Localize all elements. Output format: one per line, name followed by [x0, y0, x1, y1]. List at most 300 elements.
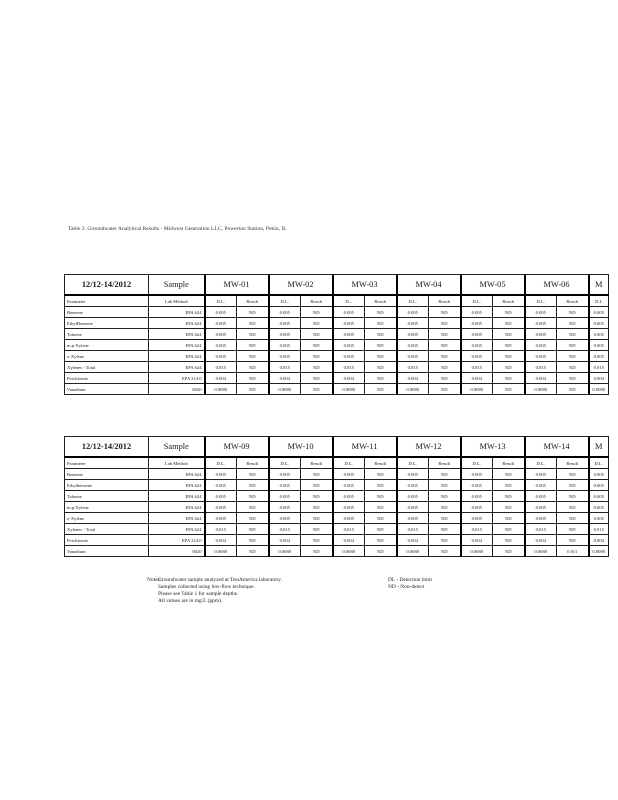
result-header: Result	[237, 295, 269, 307]
result-cell: ND	[237, 351, 269, 362]
result-cell: ND	[301, 384, 333, 395]
table-row	[65, 318, 609, 329]
detection-limit-cell: 0.005	[333, 491, 365, 502]
result-cell: ND	[237, 513, 269, 524]
detection-limit-cell: 0.005	[397, 480, 429, 491]
well-header: MW-12	[397, 437, 461, 458]
detection-limit-cell: 0.005	[525, 351, 557, 362]
result-cell: ND	[237, 373, 269, 384]
detection-limit-cell: 0.005	[333, 318, 365, 329]
result-cell: ND	[429, 307, 461, 318]
result-cell: ND	[557, 480, 589, 491]
parameter-cell: Xylenes - Total	[65, 362, 149, 373]
result-cell: ND	[237, 535, 269, 546]
detection-limit-cell: 0.0080	[269, 546, 301, 557]
detection-limit-cell: 0.005	[269, 480, 301, 491]
method-cell: EPA 624	[149, 362, 205, 373]
method-cell: EPA 624	[149, 351, 205, 362]
notes-label: Notes:	[147, 577, 162, 583]
detection-limit-cell: 0.0080	[461, 384, 493, 395]
result-cell: ND	[237, 362, 269, 373]
result-cell: ND	[365, 307, 397, 318]
well-header: MW-10	[269, 437, 333, 458]
method-cell: EPA 624	[149, 340, 205, 351]
table-row	[65, 546, 609, 557]
result-cell: ND	[429, 502, 461, 513]
result-cell: ND	[493, 546, 525, 557]
result-cell: ND	[237, 307, 269, 318]
detection-limit-cell: 0.0080	[589, 384, 609, 395]
detection-limit-cell: 0.005	[461, 469, 493, 480]
parameter-cell: Toluene	[65, 491, 149, 502]
table-row	[65, 535, 609, 546]
method-cell: EPA 624	[149, 469, 205, 480]
result-cell: ND	[557, 351, 589, 362]
well-header: M	[589, 275, 609, 296]
result-cell: ND	[237, 546, 269, 557]
method-cell: EPA 624	[149, 318, 205, 329]
dl-header: D.L.	[461, 295, 493, 307]
detection-limit-cell: 0.005	[589, 329, 609, 340]
results-table-2	[64, 436, 609, 557]
detection-limit-cell: 0.005	[525, 469, 557, 480]
parameter-cell: Perchlorate	[65, 535, 149, 546]
result-cell: ND	[365, 546, 397, 557]
result-cell: ND	[365, 480, 397, 491]
dl-header: D.L.	[205, 457, 237, 469]
detection-limit-cell: 0.005	[333, 480, 365, 491]
detection-limit-cell: 0.005	[205, 318, 237, 329]
dl-header: D.L.	[269, 457, 301, 469]
result-cell: ND	[557, 469, 589, 480]
result-cell: ND	[493, 502, 525, 513]
dl-header: D.L.	[205, 295, 237, 307]
result-cell: ND	[301, 351, 333, 362]
result-cell: ND	[365, 351, 397, 362]
method-cell: EPA 624	[149, 502, 205, 513]
method-cell: EPA 624	[149, 491, 205, 502]
detection-limit-cell: 0.005	[461, 307, 493, 318]
detection-limit-cell: 0.005	[333, 340, 365, 351]
well-header: MW-11	[333, 437, 397, 458]
detection-limit-cell: 0.005	[397, 469, 429, 480]
dl-header: D...	[333, 295, 365, 307]
detection-limit-cell: 0.005	[461, 318, 493, 329]
dl-header: D.L.	[461, 457, 493, 469]
result-cell: ND	[429, 513, 461, 524]
detection-limit-cell: 0.005	[461, 513, 493, 524]
parameter-cell: Perchlorate	[65, 373, 149, 384]
table-row	[65, 524, 609, 535]
detection-limit-cell: 0.004	[269, 373, 301, 384]
detection-limit-cell: 0.005	[461, 491, 493, 502]
result-cell: ND	[365, 502, 397, 513]
detection-limit-cell: 0.005	[333, 469, 365, 480]
parameter-header: Parameter	[65, 295, 149, 307]
detection-limit-cell: 0.005	[205, 307, 237, 318]
table-row	[65, 329, 609, 340]
result-cell: ND	[429, 318, 461, 329]
result-cell: ND	[429, 351, 461, 362]
result-cell: ND	[365, 513, 397, 524]
detection-limit-cell: 0.004	[269, 535, 301, 546]
detection-limit-cell: 0.005	[397, 318, 429, 329]
detection-limit-cell: 0.005	[205, 340, 237, 351]
result-cell: ND	[557, 362, 589, 373]
result-cell: ND	[429, 491, 461, 502]
result-cell: ND	[557, 513, 589, 524]
table-row	[65, 502, 609, 513]
result-cell: ND	[429, 546, 461, 557]
detection-limit-cell: 0.005	[525, 329, 557, 340]
detection-limit-cell: 0.0080	[205, 384, 237, 395]
table-row	[65, 362, 609, 373]
result-header: Result	[429, 457, 461, 469]
dl-header: D.L.	[397, 457, 429, 469]
result-cell: ND	[429, 469, 461, 480]
result-cell: ND	[237, 340, 269, 351]
dl-header: D.L.	[397, 295, 429, 307]
legend-line: ND - Non-detect	[388, 584, 425, 590]
detection-limit-cell: 0.015	[397, 524, 429, 535]
result-cell: ND	[301, 502, 333, 513]
result-cell: ND	[365, 362, 397, 373]
result-header: Result	[429, 295, 461, 307]
result-cell: ND	[237, 491, 269, 502]
result-cell: ND	[557, 535, 589, 546]
result-cell: ND	[493, 535, 525, 546]
detection-limit-cell: 0.005	[525, 480, 557, 491]
well-header: MW-05	[461, 275, 525, 296]
note-line: Please see Table 1 for sample depths.	[158, 591, 239, 597]
result-cell: ND	[365, 535, 397, 546]
detection-limit-cell: 0.004	[205, 373, 237, 384]
table-row	[65, 373, 609, 384]
result-cell: ND	[557, 384, 589, 395]
result-cell: ND	[493, 491, 525, 502]
result-cell: ND	[301, 491, 333, 502]
detection-limit-cell: 0.004	[205, 535, 237, 546]
detection-limit-cell: 0.004	[525, 373, 557, 384]
result-header: Result	[365, 295, 397, 307]
detection-limit-cell: 0.015	[589, 524, 609, 535]
well-header: M	[589, 437, 609, 458]
result-header: Result	[301, 457, 333, 469]
detection-limit-cell: 0.005	[525, 340, 557, 351]
parameter-cell: Benzene	[65, 307, 149, 318]
detection-limit-cell: 0.005	[461, 340, 493, 351]
method-cell: EPA 314.0	[149, 373, 205, 384]
detection-limit-cell: 0.005	[205, 480, 237, 491]
detection-limit-cell: 0.0080	[525, 546, 557, 557]
detection-limit-cell: 0.015	[333, 362, 365, 373]
detection-limit-cell: 0.005	[269, 491, 301, 502]
table-row	[65, 307, 609, 318]
sample-header: Sample	[149, 275, 205, 296]
parameter-header: Parameter	[65, 457, 149, 469]
detection-limit-cell: 0.005	[269, 307, 301, 318]
detection-limit-cell: 0.015	[269, 362, 301, 373]
result-cell: ND	[301, 340, 333, 351]
result-cell: ND	[365, 384, 397, 395]
parameter-cell: m,p-Xylene	[65, 502, 149, 513]
detection-limit-cell: 0.005	[205, 513, 237, 524]
result-header: Result	[557, 295, 589, 307]
detection-limit-cell: 0.004	[589, 373, 609, 384]
result-cell: ND	[301, 373, 333, 384]
detection-limit-cell: 0.005	[269, 513, 301, 524]
detection-limit-cell: 0.0080	[589, 546, 609, 557]
result-cell: ND	[365, 491, 397, 502]
detection-limit-cell: 0.0080	[461, 546, 493, 557]
result-header: Result	[237, 457, 269, 469]
result-cell: ND	[301, 318, 333, 329]
result-cell: ND	[493, 340, 525, 351]
result-cell: ND	[237, 524, 269, 535]
result-cell: ND	[365, 318, 397, 329]
table-row	[65, 480, 609, 491]
detection-limit-cell: 0.0080	[333, 384, 365, 395]
well-header: MW-14	[525, 437, 589, 458]
detection-limit-cell: 0.005	[397, 491, 429, 502]
detection-limit-cell: 0.005	[269, 469, 301, 480]
result-cell: ND	[493, 469, 525, 480]
dl-header: D.L.	[525, 295, 557, 307]
dl-header: D.L.	[589, 457, 609, 469]
detection-limit-cell: 0.0080	[269, 384, 301, 395]
well-header: MW-04	[397, 275, 461, 296]
method-cell: 6020	[149, 384, 205, 395]
result-cell: ND	[493, 373, 525, 384]
detection-limit-cell: 0.005	[525, 513, 557, 524]
detection-limit-cell: 0.005	[589, 307, 609, 318]
dl-header: D.L.	[525, 457, 557, 469]
result-header: Result	[301, 295, 333, 307]
detection-limit-cell: 0.005	[589, 318, 609, 329]
result-cell: ND	[493, 480, 525, 491]
detection-limit-cell: 0.005	[397, 340, 429, 351]
note-line: All values are in mg/L (ppm).	[158, 598, 223, 604]
detection-limit-cell: 0.005	[269, 318, 301, 329]
result-cell: ND	[557, 318, 589, 329]
parameter-cell: Benzene	[65, 469, 149, 480]
detection-limit-cell: 0.005	[205, 351, 237, 362]
detection-limit-cell: 0.005	[397, 307, 429, 318]
result-cell: ND	[557, 524, 589, 535]
dl-header: D.L.	[269, 295, 301, 307]
result-cell: ND	[301, 535, 333, 546]
detection-limit-cell: 0.005	[269, 502, 301, 513]
legend-block	[388, 577, 432, 591]
method-cell: EPA 314.0	[149, 535, 205, 546]
detection-limit-cell: 0.005	[397, 329, 429, 340]
result-cell: ND	[493, 362, 525, 373]
result-cell: ND	[493, 513, 525, 524]
result-cell: ND	[493, 351, 525, 362]
detection-limit-cell: 0.015	[461, 524, 493, 535]
well-header: MW-13	[461, 437, 525, 458]
result-cell: ND	[237, 469, 269, 480]
detection-limit-cell: 0.005	[461, 502, 493, 513]
result-cell: ND	[301, 329, 333, 340]
detection-limit-cell: 0.015	[269, 524, 301, 535]
detection-limit-cell: 0.015	[397, 362, 429, 373]
result-cell: ND	[301, 469, 333, 480]
result-cell: ND	[493, 524, 525, 535]
detection-limit-cell: 0.004	[397, 373, 429, 384]
detection-limit-cell: 0.005	[525, 491, 557, 502]
result-cell: ND	[301, 480, 333, 491]
result-cell: ND	[429, 340, 461, 351]
detection-limit-cell: 0.005	[525, 318, 557, 329]
well-header: MW-02	[269, 275, 333, 296]
parameter-cell: Toluene	[65, 329, 149, 340]
dl-header: D.L	[589, 295, 609, 307]
result-cell: ND	[237, 384, 269, 395]
detection-limit-cell: 0.0080	[205, 546, 237, 557]
detection-limit-cell: 0.005	[397, 351, 429, 362]
result-cell: ND	[429, 535, 461, 546]
parameter-cell: Vanadium	[65, 384, 149, 395]
sample-header: Sample	[149, 437, 205, 458]
table-row	[65, 491, 609, 502]
result-cell: ND	[237, 502, 269, 513]
result-cell: ND	[429, 480, 461, 491]
detection-limit-cell: 0.005	[333, 351, 365, 362]
result-cell: ND	[365, 340, 397, 351]
result-cell: 0.011	[557, 546, 589, 557]
table-row	[65, 384, 609, 395]
parameter-cell: Xylenes - Total	[65, 524, 149, 535]
detection-limit-cell: 0.004	[461, 535, 493, 546]
table-row	[65, 351, 609, 362]
detection-limit-cell: 0.005	[589, 480, 609, 491]
result-header: Result	[365, 457, 397, 469]
detection-limit-cell: 0.005	[333, 329, 365, 340]
parameter-cell: o-Xylene	[65, 351, 149, 362]
parameter-cell: Ethylbenzene	[65, 480, 149, 491]
result-cell: ND	[557, 491, 589, 502]
detection-limit-cell: 0.015	[205, 362, 237, 373]
detection-limit-cell: 0.015	[525, 524, 557, 535]
detection-limit-cell: 0.005	[205, 491, 237, 502]
result-cell: ND	[493, 307, 525, 318]
result-cell: ND	[557, 502, 589, 513]
detection-limit-cell: 0.005	[589, 351, 609, 362]
detection-limit-cell: 0.004	[333, 373, 365, 384]
result-cell: ND	[429, 384, 461, 395]
result-cell: ND	[301, 546, 333, 557]
note-line: Samples collected using low-flow technique.	[158, 584, 255, 590]
well-header: MW-09	[205, 437, 269, 458]
method-cell: EPA 624	[149, 307, 205, 318]
detection-limit-cell: 0.005	[397, 502, 429, 513]
result-cell: ND	[493, 384, 525, 395]
result-cell: ND	[365, 524, 397, 535]
sample-date: 12/12-14/2012	[65, 437, 149, 458]
result-header: Result	[557, 457, 589, 469]
detection-limit-cell: 0.0080	[333, 546, 365, 557]
note-line: Groundwater sample analyzed at TestAmerica laboratory.	[158, 577, 283, 583]
result-cell: ND	[429, 362, 461, 373]
detection-limit-cell: 0.005	[589, 469, 609, 480]
result-cell: ND	[237, 480, 269, 491]
detection-limit-cell: 0.005	[589, 340, 609, 351]
detection-limit-cell: 0.005	[525, 307, 557, 318]
legend-line: DL - Detection limit	[388, 577, 432, 583]
method-header: Lab Method	[149, 457, 205, 469]
detection-limit-cell: 0.005	[525, 502, 557, 513]
result-cell: ND	[493, 329, 525, 340]
detection-limit-cell: 0.005	[589, 491, 609, 502]
detection-limit-cell: 0.005	[589, 513, 609, 524]
result-cell: ND	[301, 524, 333, 535]
parameter-cell: o-Xylene	[65, 513, 149, 524]
table-caption: Table 2. Groundwater Analytical Results - Midwest Generation LLC, Powerton Station, Pekin, IL	[68, 226, 287, 232]
method-cell: EPA 624	[149, 329, 205, 340]
detection-limit-cell: 0.005	[333, 502, 365, 513]
detection-limit-cell: 0.0080	[525, 384, 557, 395]
detection-limit-cell: 0.005	[333, 307, 365, 318]
detection-limit-cell: 0.005	[205, 469, 237, 480]
parameter-cell: Vanadium	[65, 546, 149, 557]
result-cell: ND	[365, 373, 397, 384]
well-header: MW-06	[525, 275, 589, 296]
detection-limit-cell: 0.005	[333, 513, 365, 524]
detection-limit-cell: 0.005	[397, 513, 429, 524]
result-cell: ND	[557, 340, 589, 351]
detection-limit-cell: 0.004	[397, 535, 429, 546]
method-cell: 6020	[149, 546, 205, 557]
table-row	[65, 469, 609, 480]
detection-limit-cell: 0.005	[461, 329, 493, 340]
method-cell: EPA 624	[149, 513, 205, 524]
detection-limit-cell: 0.015	[461, 362, 493, 373]
method-cell: EPA 624	[149, 480, 205, 491]
result-cell: ND	[557, 307, 589, 318]
result-cell: ND	[557, 329, 589, 340]
detection-limit-cell: 0.004	[589, 535, 609, 546]
parameter-cell: EthylBenzene	[65, 318, 149, 329]
result-cell: ND	[365, 329, 397, 340]
detection-limit-cell: 0.005	[205, 329, 237, 340]
detection-limit-cell: 0.0080	[397, 546, 429, 557]
detection-limit-cell: 0.004	[333, 535, 365, 546]
result-cell: ND	[557, 373, 589, 384]
result-cell: ND	[365, 469, 397, 480]
result-cell: ND	[493, 318, 525, 329]
detection-limit-cell: 0.0080	[397, 384, 429, 395]
table-row	[65, 340, 609, 351]
method-cell: EPA 624	[149, 524, 205, 535]
detection-limit-cell: 0.005	[269, 351, 301, 362]
result-cell: ND	[301, 362, 333, 373]
detection-limit-cell: 0.015	[205, 524, 237, 535]
well-header: MW-01	[205, 275, 269, 296]
result-cell: ND	[429, 524, 461, 535]
well-header: MW-03	[333, 275, 397, 296]
results-table-1	[64, 274, 609, 395]
result-cell: ND	[237, 329, 269, 340]
result-cell: ND	[301, 307, 333, 318]
parameter-cell: m,p-Xylene	[65, 340, 149, 351]
detection-limit-cell: 0.015	[333, 524, 365, 535]
detection-limit-cell: 0.005	[589, 502, 609, 513]
detection-limit-cell: 0.004	[525, 535, 557, 546]
detection-limit-cell: 0.005	[461, 480, 493, 491]
table-row	[65, 513, 609, 524]
sample-date: 12/12-14/2012	[65, 275, 149, 296]
